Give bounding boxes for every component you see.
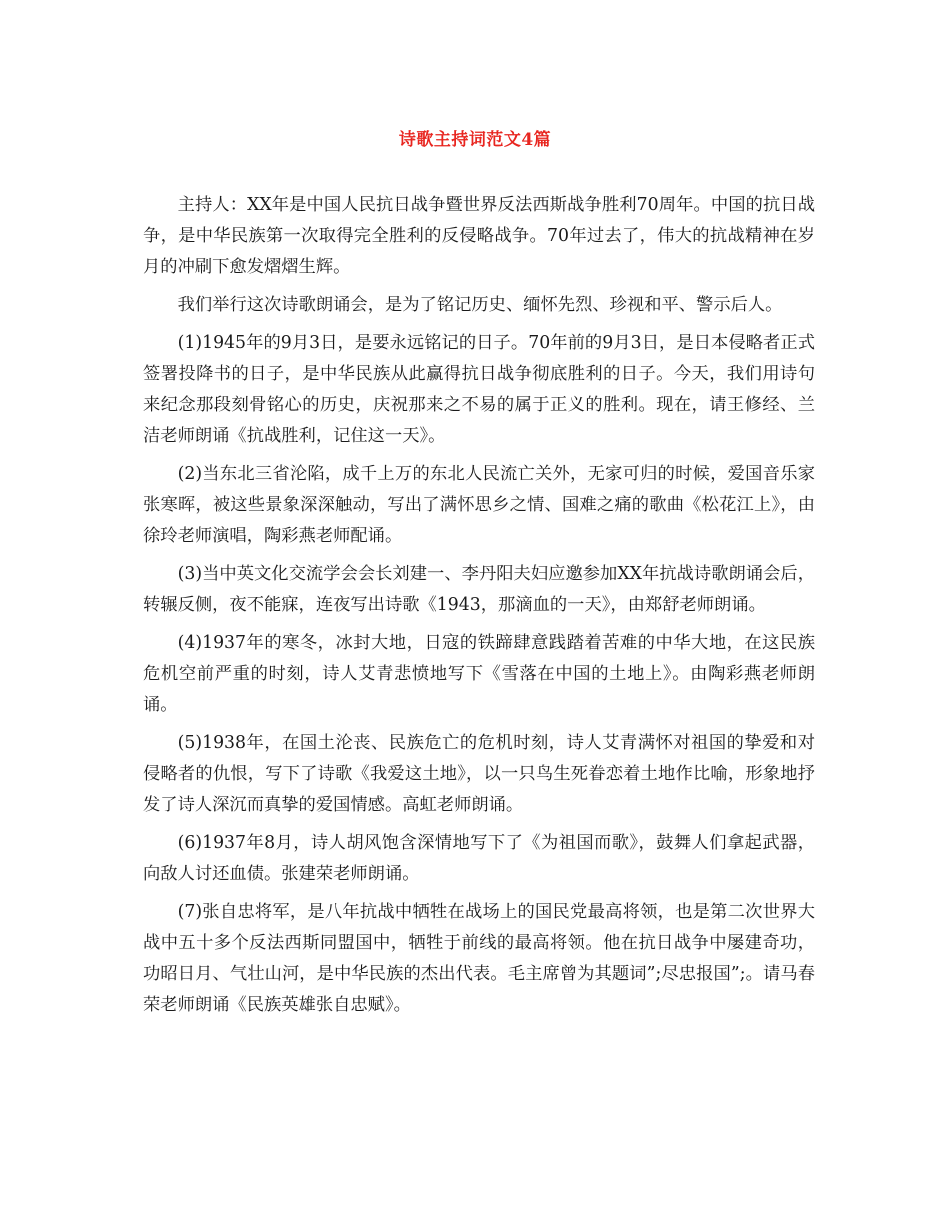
paragraph-item-3: (3)当中英文化交流学会会长刘建一、李丹阳夫妇应邀参加XX年抗战诗歌朗诵会后，转辗反侧，夜不能寐，连夜写出诗歌《1943，那滴血的一天》，由郑舒老师朗诵。 [143, 564, 815, 615]
paragraph-item-6: (6)1937年8月，诗人胡风饱含深情地写下了《为祖国而歌》，鼓舞人们拿起武器，向敌人讨还血债。张建荣老师朗诵。 [143, 833, 815, 884]
document-title: 诗歌主持词范文4篇 [398, 130, 552, 150]
paragraph-item-2: (2)当东北三省沦陷，成千上万的东北人民流亡关外，无家可归的时候，爱国音乐家张寒晖，被这些景象深深触动，写出了满怀思乡之情、国难之痛的歌曲《松花江上》，由徐玲老师演唱，陶彩燕老师配诵。 [143, 464, 815, 546]
paragraph-item-7: (7)张自忠将军，是八年抗战中牺牲在战场上的国民党最高将领，也是第二次世界大战中五十多个反法西斯同盟国中，牺牲于前线的最高将领。他在抗日战争中屡建奇功， 功昭日月、气壮山河，是中华民族的杰出代表。毛主席曾为其题词”;尽忠报国”;。请马春荣老师朗诵《民族英雄张自忠赋》。 [143, 902, 815, 1015]
paragraph-item-4: (4)1937年的寒冬，冰封大地，日寇的铁蹄肆意践踏着苦难的中华大地，在这民族危机空前严重的时刻，诗人艾青悲愤地写下《雪落在中国的土地上》。由陶彩燕老师朗诵。 [143, 633, 815, 715]
paragraph-item-5: (5)1938年，在国土沦丧、民族危亡的危机时刻，诗人艾青满怀对祖国的挚爱和对侵略者的仇恨，写下了诗歌《我爱这土地》，以一只鸟生死眷恋着土地作比喻，形象地抒发了诗人深沉而真挚的爱国情感。高虹老师朗诵。 [143, 733, 815, 815]
document-body [143, 190, 815, 1028]
paragraph-purpose: 我们举行这次诗歌朗诵会，是为了铭记历史、缅怀先烈、珍视和平、警示后人。 [177, 295, 783, 315]
paragraph-item-1: (1)1945年的9月3日，是要永远铭记的日子。70年前的9月3日，是日本侵略者正式签署投降书的日子，是中华民族从此赢得抗日战争彻底胜利的日子。今天，我们用诗句来纪念那段刻骨铭心的历史，庆祝那来之不易的属于正义的胜利。现在，请王修经、兰洁老师朗诵《抗战胜利，记住这一天》。 [143, 333, 815, 446]
paragraph-intro: 主持人：XX年是中国人民抗日战争暨世界反法西斯战争胜利70周年。中国的抗日战争，是中华民族第一次取得完全胜利的反侵略战争。70年过去了，伟大的抗战精神在岁月的冲刷下愈发熠熠生辉。 [143, 195, 815, 277]
